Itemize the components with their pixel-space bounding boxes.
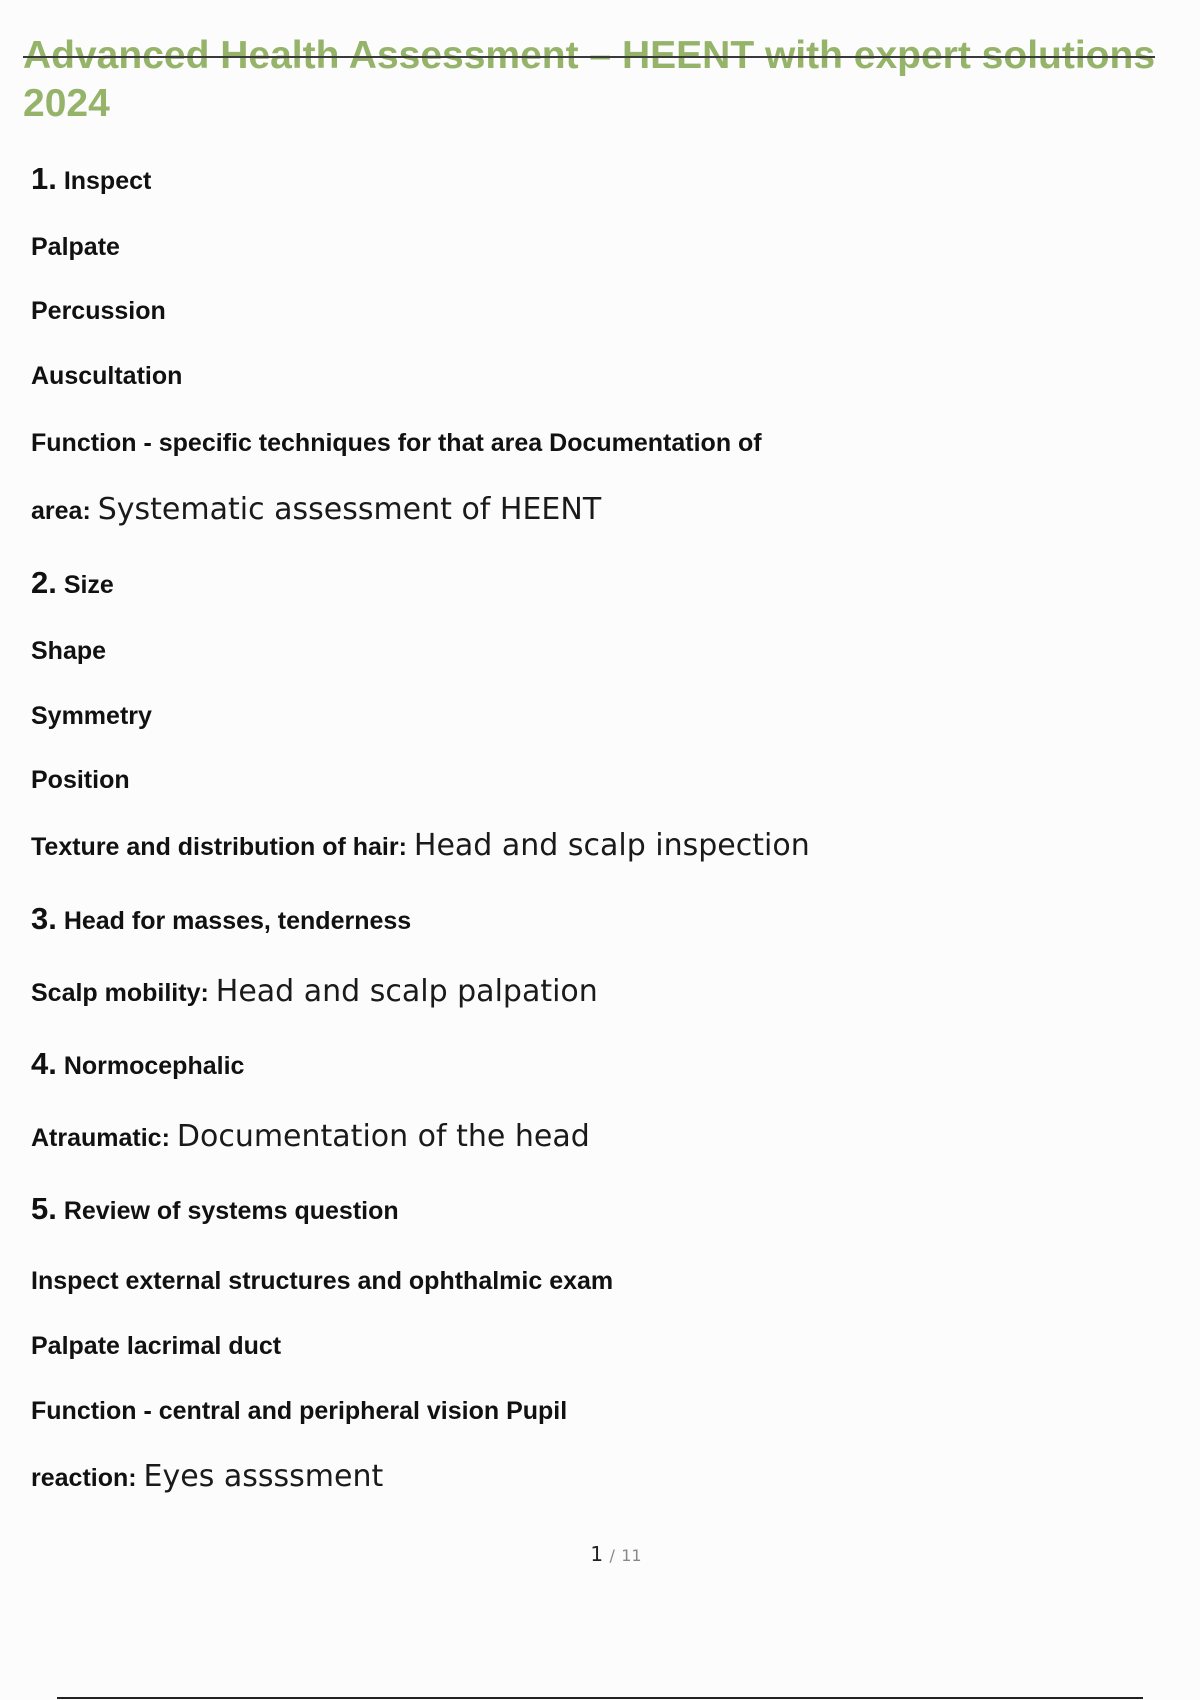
answer-text: Eyes assssment [143, 1459, 384, 1494]
item-text: Head for masses, tenderness [63, 907, 412, 935]
item-3-line-1 [31, 901, 412, 936]
answer-prefix: Texture and distribution of hair: [31, 833, 407, 861]
item-text: Normocephalic [63, 1052, 245, 1080]
item-2-answer-line [31, 828, 810, 863]
page-current: 1 [590, 1542, 604, 1566]
answer-prefix: Scalp mobility: [31, 979, 209, 1007]
item-number: 1. [31, 161, 57, 196]
footer-divider [57, 1697, 1143, 1699]
answer-prefix: Atraumatic: [31, 1124, 170, 1152]
item-1-answer-line [31, 492, 602, 527]
item-2-line-2: Shape [31, 637, 107, 665]
item-text: Review of systems question [63, 1197, 399, 1225]
answer-text: Systematic assessment of HEENT [97, 492, 602, 527]
item-4-line-1 [31, 1046, 245, 1081]
answer-text: Head and scalp inspection [413, 828, 810, 863]
item-text: Inspect [63, 167, 152, 195]
answer-text: Head and scalp palpation [215, 974, 598, 1009]
item-2-line-3: Symmetry [31, 702, 152, 730]
item-number: 5. [31, 1191, 57, 1226]
item-5-line-1 [31, 1191, 399, 1226]
answer-text: Documentation of the head [176, 1119, 590, 1154]
item-4-answer-line [31, 1119, 590, 1154]
item-2-line-1 [31, 565, 114, 600]
item-2-line-4: Position [31, 766, 130, 794]
item-3-answer-line [31, 974, 598, 1009]
page-total: 11 [621, 1546, 642, 1565]
item-1-line-5: Function - specific techniques for that area Documentation of [31, 429, 762, 457]
page-separator: / [609, 1546, 615, 1565]
item-1-line-1 [31, 161, 152, 196]
document-title [23, 32, 1193, 128]
answer-prefix: reaction: [31, 1464, 137, 1492]
item-1-line-4: Auscultation [31, 362, 183, 390]
item-1-line-3: Percussion [31, 297, 166, 325]
item-5-answer-line [31, 1459, 384, 1494]
item-1-line-2: Palpate [31, 233, 120, 261]
item-5-line-4: Function - central and peripheral vision Pupil [31, 1397, 568, 1425]
document-title-text: Advanced Health Assessment – HEENT with expert solutions [23, 34, 1156, 77]
answer-prefix: area: [31, 497, 91, 525]
item-number: 3. [31, 901, 57, 936]
document-title-year: 2024 [23, 82, 110, 125]
item-text: Size [63, 571, 114, 599]
item-number: 4. [31, 1046, 57, 1081]
page-number [0, 1542, 1200, 1566]
item-5-line-2: Inspect external structures and ophthalmic exam [31, 1267, 614, 1295]
item-number: 2. [31, 565, 57, 600]
item-5-line-3: Palpate lacrimal duct [31, 1332, 282, 1360]
